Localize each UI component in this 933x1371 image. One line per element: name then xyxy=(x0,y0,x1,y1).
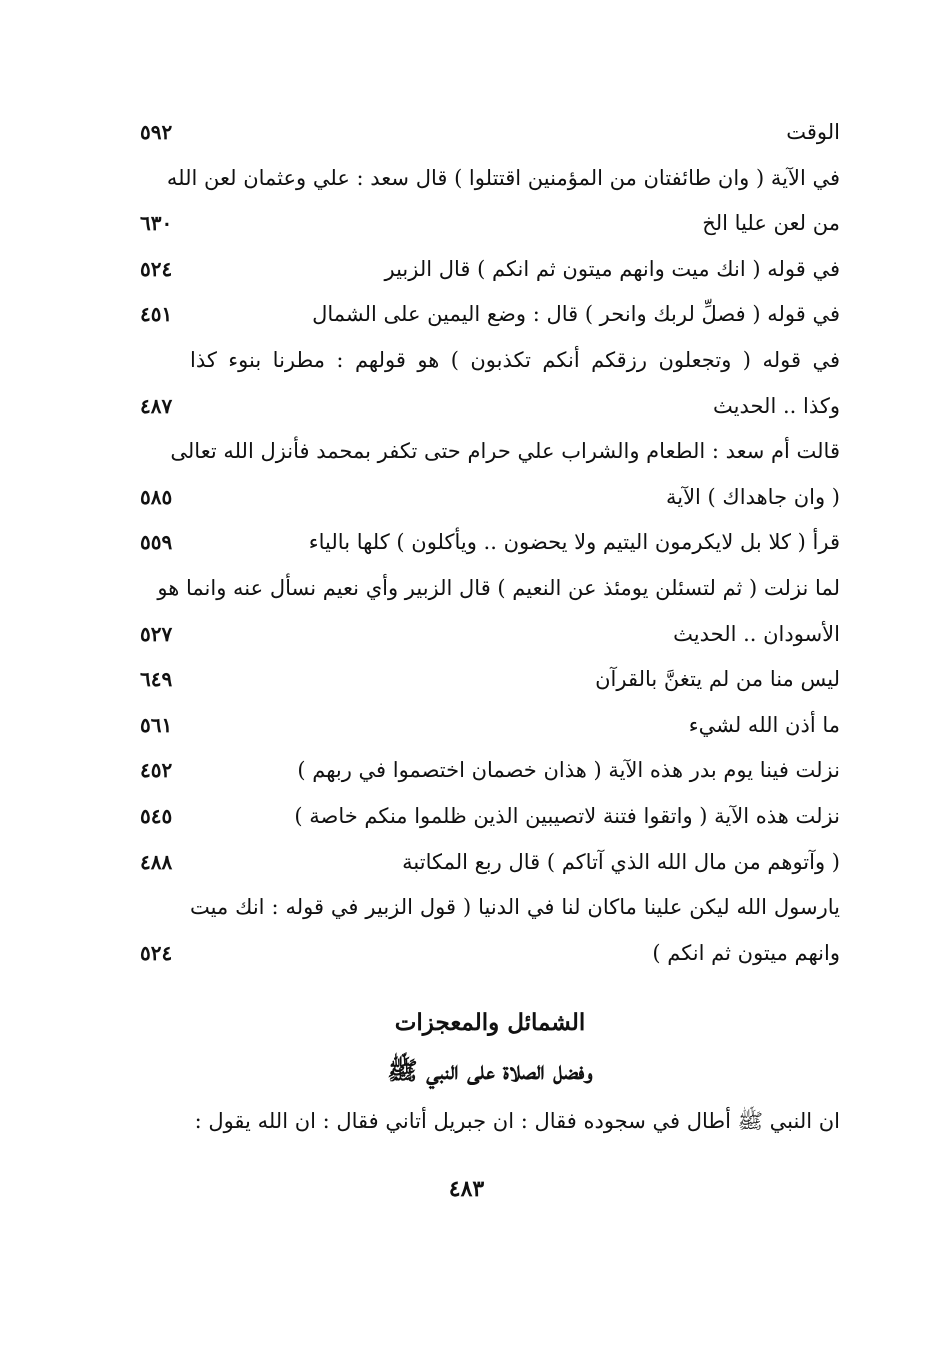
entry-line xyxy=(140,247,840,293)
entry-text: في قوله ( وتجعلون رزقكم أنكم تكذبون ) هو قولهم : مطرنا بنوء كذا xyxy=(190,347,840,372)
entry-text: وانهم ميتون ثم انكم ) xyxy=(652,940,840,965)
entry-page-number: ٦٤٩ xyxy=(140,667,173,692)
entry-text: في قوله ( فصلِّ لربك وانحر ) قال : وضع اليمين على الشمال xyxy=(312,302,840,327)
index-entry xyxy=(140,520,840,566)
entry-text: لما نزلت ( ثم لتسئلن يومئذ عن النعيم ) قال الزبير وأي نعيم نسأل عنه وانما هو xyxy=(157,575,840,600)
entry-line xyxy=(140,201,840,247)
entry-page-number: ٤٥١ xyxy=(140,302,173,327)
entry-page-number: ٥٤٥ xyxy=(140,803,173,828)
entry-text: قالت أم سعد : الطعام والشراب علي حرام حتى تكفر بمحمد فأنزل الله تعالى xyxy=(170,439,840,464)
entry-line xyxy=(140,794,840,840)
entry-line xyxy=(140,292,840,338)
entry-text: وكذا .. الحديث xyxy=(713,393,840,418)
entry-text: نزلت هذه الآية ( واتقوا فتنة لاتصيبين الذين ظلموا منكم خاصة ) xyxy=(294,803,840,828)
index-entry xyxy=(140,429,840,520)
entry-page-number: ٤٨٨ xyxy=(140,849,173,874)
index-entry xyxy=(140,657,840,703)
section xyxy=(140,1000,840,1146)
index-entry xyxy=(140,703,840,749)
entry-text: الأسودان .. الحديث xyxy=(673,621,840,646)
entry-line xyxy=(140,566,840,612)
entry-text: ( وان جاهداك ) الآية xyxy=(665,484,840,509)
entry-line xyxy=(140,657,840,703)
entry-page-number: ٥٨٥ xyxy=(140,484,173,509)
entry-page-number: ٦٣٠ xyxy=(140,211,173,236)
entry-line xyxy=(140,885,840,931)
entry-page-number: ٤٨٧ xyxy=(140,393,173,418)
entry-page-number: ٥٢٧ xyxy=(140,621,173,646)
index-entry xyxy=(140,566,840,657)
entry-page-number: ٥٦١ xyxy=(140,712,173,737)
section-intro: ان النبي ﷺ أطال في سجوده فقال : ان جبريل أتاني فقال : ان الله يقول : xyxy=(194,1109,840,1133)
index-entry xyxy=(140,794,840,840)
entry-page-number: ٥٥٩ xyxy=(140,530,173,555)
entry-page-number: ٥٢٤ xyxy=(140,256,173,281)
entry-line xyxy=(140,840,840,886)
index-entry xyxy=(140,292,840,338)
entry-page-number: ٥٢٤ xyxy=(140,940,173,965)
entry-text: نزلت فينا يوم بدر هذه الآية ( هذان خصمان اختصموا في ربهم ) xyxy=(297,758,840,783)
index-entries xyxy=(140,110,840,976)
entry-line xyxy=(140,338,840,384)
entry-line xyxy=(140,110,840,156)
entry-text: في الآية ( وان طائفتان من المؤمنين اقتتلوا ) قال سعد : علي وعثمان لعن الله xyxy=(166,165,840,190)
section-heading: الشمائل والمعجزات xyxy=(394,1009,586,1036)
entry-line xyxy=(140,520,840,566)
index-entry xyxy=(140,748,840,794)
entry-line xyxy=(140,475,840,521)
entry-text: من لعن عليا الخ xyxy=(702,211,840,236)
index-entry xyxy=(140,247,840,293)
entry-text: ما أذن الله لشيء xyxy=(688,712,840,737)
entry-line xyxy=(140,748,840,794)
entry-line xyxy=(140,156,840,202)
entry-page-number: ٥٩٢ xyxy=(140,120,173,144)
entry-text: في قوله ( انك ميت وانهم ميتون ثم انكم ) قال الزبير xyxy=(384,256,840,281)
entry-text: الوقت xyxy=(786,120,840,144)
entry-text: ليس منا من لم يتغنَّ بالقرآن xyxy=(595,667,840,692)
index-entry xyxy=(140,156,840,247)
index-entry xyxy=(140,338,840,429)
page-number: ٤٨٣ xyxy=(448,1176,485,1202)
entry-text: يارسول الله ليكن علينا ماكان لنا في الدنيا ( قول الزبير في قوله : انك ميت xyxy=(190,895,840,920)
index-entry xyxy=(140,840,840,886)
entry-page-number: ٤٥٢ xyxy=(140,758,173,783)
entry-line xyxy=(140,931,840,977)
entry-line xyxy=(140,612,840,658)
entry-text: قرأ ( كلا بل لايكرمون اليتيم ولا يحضون .. ويأكلون ) كلها بالياء xyxy=(308,530,840,555)
index-entry xyxy=(140,110,840,156)
entry-line xyxy=(140,429,840,475)
entry-line xyxy=(140,384,840,430)
entry-text: ( وآتوهم من مال الله الذي آتاكم ) قال ربع المكاتبة xyxy=(402,849,840,874)
section-subheading: وفضل الصلاة على النبي ﷺ xyxy=(387,1056,593,1085)
entry-line xyxy=(140,703,840,749)
index-entry xyxy=(140,885,840,976)
